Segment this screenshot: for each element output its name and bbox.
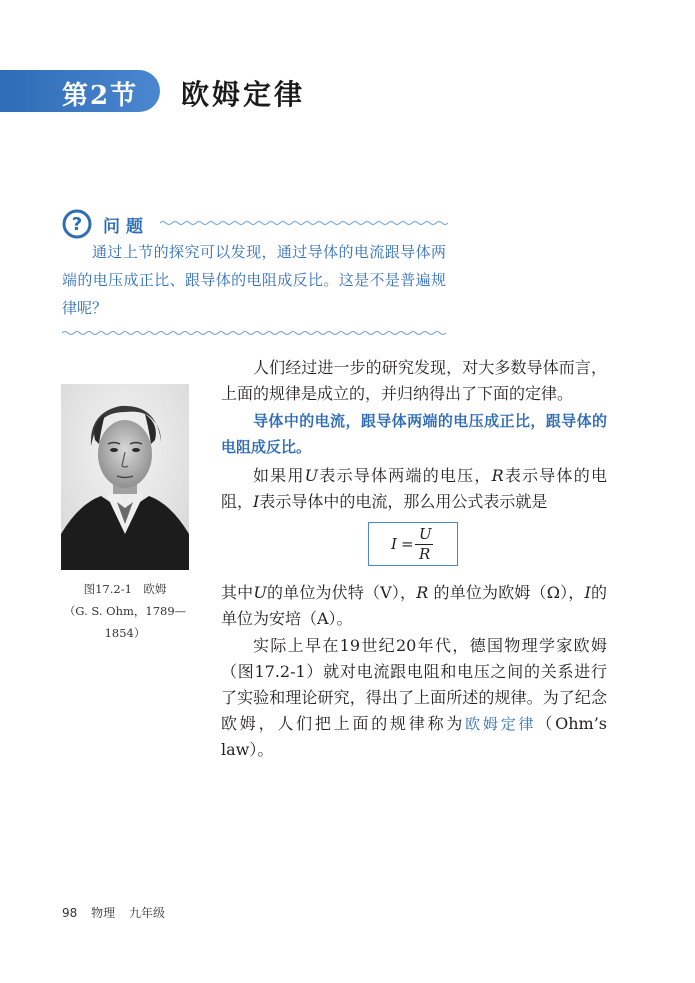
law-statement: 导体中的电流，跟导体两端的电压成正比，跟导体的电阻成反比。 (221, 412, 607, 456)
ohm-portrait (61, 384, 189, 570)
section-label: 第2节 (62, 81, 139, 111)
figure-caption-dates: （G. S. Ohm，1789—1854） (63, 604, 187, 640)
question-label: 问题 (103, 217, 149, 237)
portrait-drawing (61, 384, 189, 570)
term-ohms-law: 欧姆定律 (465, 715, 537, 733)
page-number: 98 (62, 906, 78, 920)
question-text: 通过上节的探究可以发现，通过导体的电流跟导体两端的电压成正比、跟导体的电阻成反比。这是不是普遍规律呢？ (62, 243, 446, 317)
figure-caption-title: 图17.2-1 欧姆 (83, 582, 167, 596)
wavy-divider-top (160, 219, 448, 227)
section-title: 欧姆定律 (181, 78, 306, 111)
formula-voltage: U (419, 525, 432, 543)
page-footer (62, 904, 175, 921)
wavy-divider-bottom (62, 329, 448, 337)
svg-text:?: ? (71, 214, 83, 235)
paragraph-units: 其中U的单位为伏特（V），R 的单位为欧姆（Ω），I的单位为安培（A）。 (221, 583, 607, 628)
formula-equals: = (401, 535, 414, 553)
footer-subject: 物理 (91, 906, 116, 920)
figure-caption (50, 578, 200, 644)
formula-current: I (391, 535, 397, 553)
section-tab (0, 70, 160, 112)
paragraph-history: 实际上早在19世纪20年代，德国物理学家欧姆（图17.2-1）就对电流跟电阻和电压之间的关系进行了实验和理论研究，得出了上面所述的规律。为了纪念欧姆，人们把上面的规律称为欧姆定律（Ohm’s law）。 (221, 636, 607, 759)
ohms-law-formula (368, 522, 458, 566)
paragraph-intro: 人们经过进一步的研究发现，对大多数导体而言，上面的规律是成立的，并归纳得出了下面的定律。 (221, 358, 607, 403)
paragraph-definitions: 如果用U表示导体两端的电压，R表示导体的电阻，I表示导体中的电流，那么用公式表示就是 (221, 466, 607, 511)
formula-resistance: R (419, 545, 431, 563)
question-icon (62, 209, 92, 239)
footer-grade: 九年级 (128, 906, 165, 920)
